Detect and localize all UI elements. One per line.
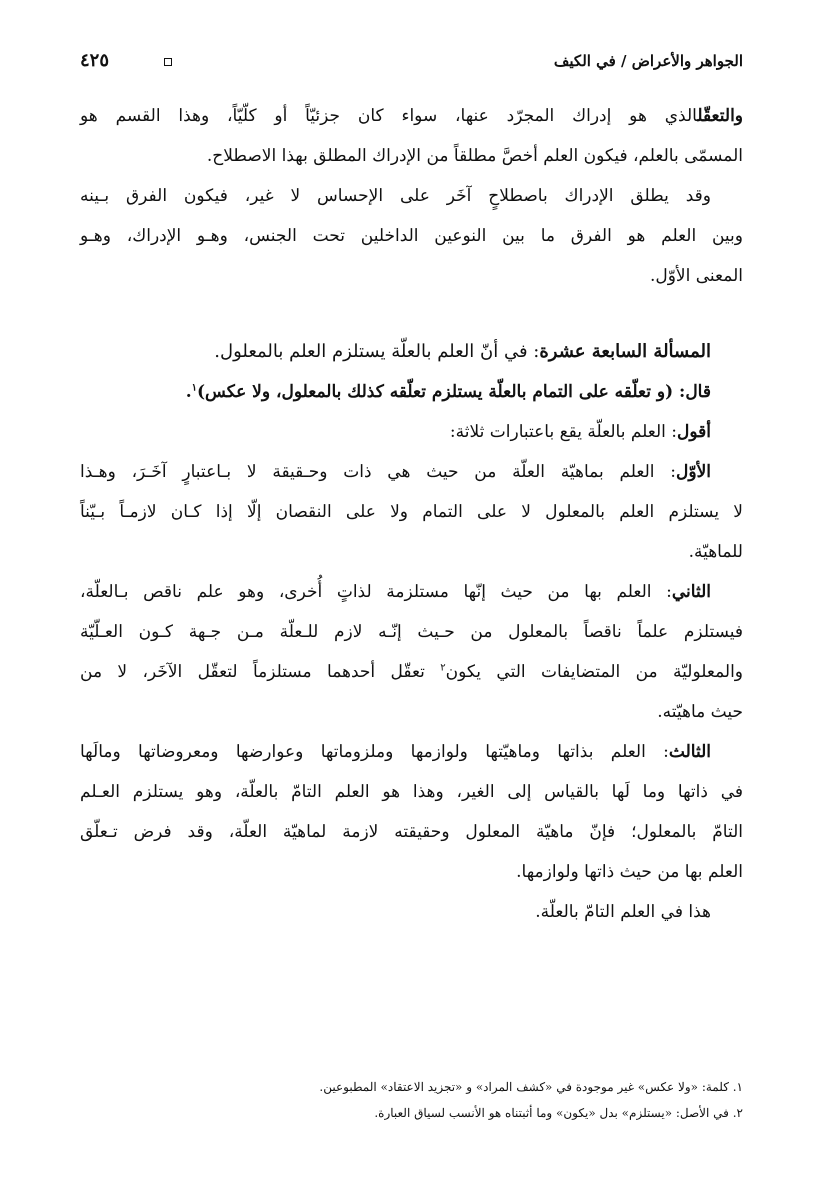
qal-text: : (و تعلّقه على التمام بالعلّة يستلزم تعلّقه كذلك بالمعلول، ولا عكس)	[197, 382, 686, 402]
paragraph-1-line-1	[80, 96, 743, 136]
aqul-statement	[80, 412, 743, 452]
first-line-1	[80, 452, 743, 492]
aqul-text: : العلم بالعلّة يقع باعتبارات ثلاثة:	[449, 422, 678, 442]
paragraph-1-line-2: المسمّى بالعلم، فيكون العلم أخصَّ مطلقاً من الإدراك المطلق بهذا الاصطلاح.	[206, 146, 743, 166]
paragraph-2-line-1: وقد يطلق الإدراك باصطلاحٍ آخَر على الإحساس لا غير، فيكون الفرق بـينه	[80, 186, 711, 206]
aqul-label: أقول	[677, 422, 711, 442]
section-title-rest: : في أنّ العلم بالعلّة يستلزم العلم بالمعلول.	[214, 341, 540, 362]
section-title-bold: المسألة السابعة عشرة	[539, 341, 711, 362]
first-line-1-text: : العلم بماهيّة العلّة من حيث هي ذات وحـقيقة لا بـاعتبارٍ آخَـرَ، وهـذا	[80, 462, 677, 482]
third-line-4: العلم بها من حيث ذاتها ولوازمها.	[516, 862, 743, 882]
term-taaqqul: والتعقّل	[697, 106, 743, 126]
qal-label: قال	[685, 382, 711, 402]
footnote-ref-1: ١	[191, 382, 197, 394]
footnote-2: ٢. في الأصل: «يستلزم» بدل «يكون» وما أثبتناه هو الأنسب لسياق العبارة.	[374, 1106, 743, 1120]
header-separator-square-icon	[164, 58, 172, 66]
second-label: الثاني	[671, 582, 711, 602]
section-title	[80, 332, 743, 372]
second-line-1	[80, 572, 743, 612]
running-header	[80, 50, 743, 76]
paragraph-2-line-3: المعنى الأوّل.	[649, 266, 743, 286]
first-line-3: للماهيّة.	[688, 542, 743, 562]
second-line-3b: تعقّل أحدهما مستلزماً لتعقّل الآخَر، لا من	[80, 662, 441, 682]
second-line-1-text: : العلم بها من حيث إنّها مستلزمة لذاتٍ أُخرى، وهو علم ناقص بـالعلّة،	[80, 582, 672, 602]
footnote-1: ١. كلمة: «ولا عكس» غير موجودة في «كشف المراد» و «تجزيد الاعتقاد» المطبوعين.	[319, 1080, 743, 1094]
header-title: الجواهر والأعراض / في الكيف	[553, 52, 743, 70]
third-line-3: التامّ بالمعلول؛ فإنّ ماهيّة المعلول وحقيقته لازمة لماهيّة العلّة، وقد فرض تـعلّق	[80, 822, 743, 842]
third-label: الثالث	[668, 742, 711, 762]
second-line-2: فيستلزم علماً ناقصاً بالمعلول من حـيث إنّـه لازم للـعلّة مـن جـهة كـون العـلّيّة	[80, 622, 743, 642]
footnotes	[80, 1074, 743, 1126]
p1-line-1-text: الذي هو إدراك المجرّد عنها، سواء كان جزئيّاً أو كلّيّاً، وهذا القسم هو	[80, 106, 698, 126]
second-line-3	[80, 652, 743, 692]
third-line-1-text: : العلم بذاتها وماهيّتها ولوازمها وملزوماتها وعوارضها ومعروضاتها ومالَها	[80, 742, 669, 762]
first-label: الأوّل	[676, 462, 711, 482]
third-line-1	[80, 732, 743, 772]
qal-statement: قال: (و تعلّقه على التمام بالعلّة يستلزم تعلّقه كذلك بالمعلول، ولا عكس)$^١$.	[185, 382, 711, 402]
second-line-4: حيث ماهيّته.	[657, 702, 743, 722]
closing-line: هذا في العلم التامّ بالعلّة.	[535, 902, 711, 922]
page-number: ٤٢٥	[80, 50, 110, 71]
first-line-2: لا يستلزم العلم بالمعلول لا على التمام ولا على النقصان إلّا إذا كـان لازمـاً بـيّناً	[80, 502, 743, 522]
second-line-3a: والمعلوليّة من المتضايفات التي يكون	[445, 662, 744, 682]
footnote-ref-2: ٢	[440, 662, 446, 674]
main-text	[80, 96, 743, 932]
paragraph-2-line-2: وبين العلم هو الفرق ما بين النوعين الداخلين تحت الجنس، وهـو الإدراك، وهـو	[80, 226, 743, 246]
third-line-2: في ذاتها وما لَها بالقياس إلى الغير، وهذا هو العلم التامّ بالعلّة، وهو يستلزم العـلم	[80, 782, 743, 802]
